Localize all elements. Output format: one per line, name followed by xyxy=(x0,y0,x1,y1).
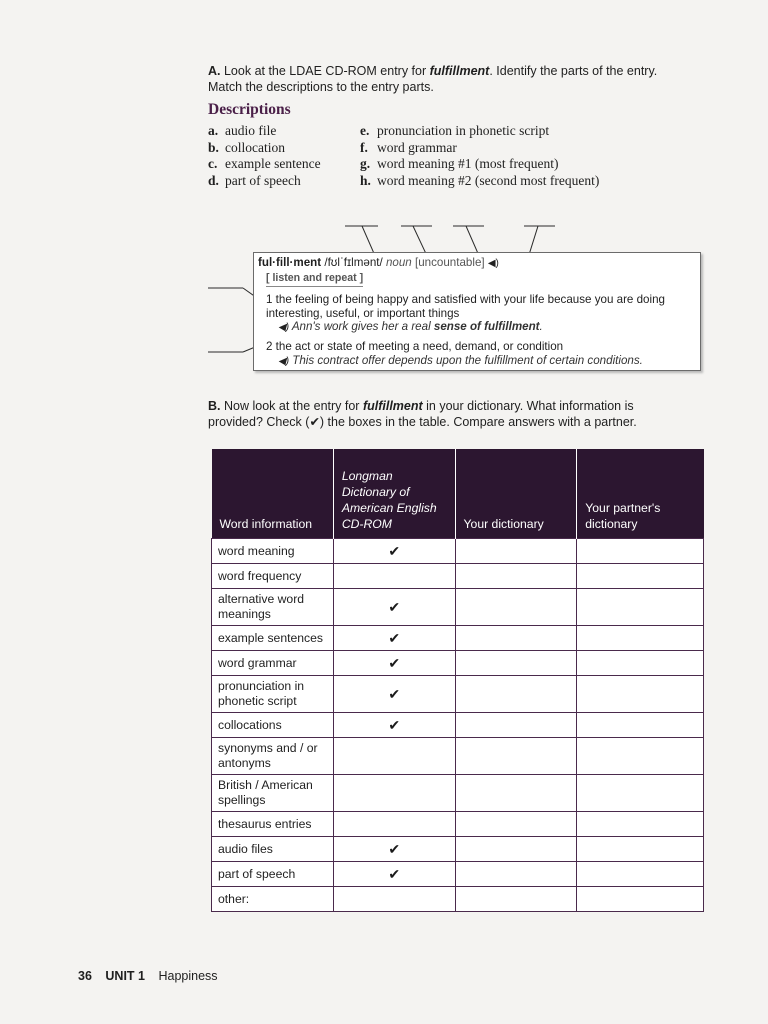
row-label: word grammar xyxy=(212,651,334,676)
your-dictionary-check-cell[interactable] xyxy=(455,539,577,564)
entry-part-of-speech: noun xyxy=(385,256,412,269)
speaker-icon[interactable]: ◀) xyxy=(278,322,290,333)
section-a-letter: A. xyxy=(208,64,221,78)
description-text: part of speech xyxy=(225,172,301,188)
ldae-check-cell[interactable] xyxy=(333,564,455,589)
row-label: alternative word meanings xyxy=(212,589,334,626)
description-item xyxy=(208,156,321,173)
ldae-check-cell[interactable]: ✔ xyxy=(333,539,455,564)
description-item xyxy=(208,123,321,140)
description-letter: h. xyxy=(360,172,371,188)
descriptions-left-column xyxy=(208,123,321,189)
ldae-check-cell[interactable] xyxy=(333,738,455,775)
entry-example-2 xyxy=(266,354,708,369)
description-text: word grammar xyxy=(377,139,457,155)
entry-pronunciation: /fʊlˈfɪlmənt/ xyxy=(324,256,383,269)
example-1-text: Ann's work gives her a real xyxy=(291,320,434,333)
entry-headline xyxy=(258,256,499,271)
table-row xyxy=(212,539,704,564)
section-b-instructions xyxy=(208,398,678,430)
description-item xyxy=(360,140,599,157)
your-dictionary-check-cell[interactable] xyxy=(455,713,577,738)
ldae-check-cell[interactable] xyxy=(333,775,455,812)
row-label: collocations xyxy=(212,713,334,738)
your-dictionary-check-cell[interactable] xyxy=(455,775,577,812)
section-a-text-1: Look at the LDAE CD-ROM entry for xyxy=(223,64,430,78)
ldae-check-cell[interactable]: ✔ xyxy=(333,626,455,651)
row-label: synonyms and / or antonyms xyxy=(212,738,334,775)
ldae-check-cell[interactable]: ✔ xyxy=(333,589,455,626)
ldae-check-cell[interactable]: ✔ xyxy=(333,651,455,676)
table-row xyxy=(212,887,704,912)
listen-and-repeat-link[interactable]: [ listen and repeat ] xyxy=(266,272,363,287)
page-footer xyxy=(78,969,218,983)
your-dictionary-check-cell[interactable] xyxy=(455,738,577,775)
row-label: other: xyxy=(212,887,334,912)
header-word-information: Word information xyxy=(212,449,334,539)
description-text: pronunciation in phonetic script xyxy=(377,123,550,138)
row-label: word meaning xyxy=(212,539,334,564)
row-label: audio files xyxy=(212,837,334,862)
table-row xyxy=(212,713,704,738)
your-dictionary-check-cell[interactable] xyxy=(455,564,577,589)
ldae-check-cell[interactable] xyxy=(333,812,455,837)
header-ldae: Longman Dictionary of American English CD-ROM xyxy=(333,449,455,539)
partner-dictionary-check-cell[interactable] xyxy=(577,812,704,837)
entry-grammar: [uncountable] xyxy=(415,256,485,269)
descriptions-right-column xyxy=(360,123,599,189)
row-label: example sentences xyxy=(212,626,334,651)
table-row xyxy=(212,775,704,812)
partner-dictionary-check-cell[interactable] xyxy=(577,738,704,775)
table-row xyxy=(212,676,704,713)
ldae-check-cell[interactable]: ✔ xyxy=(333,713,455,738)
entry-sense-2: 2 the act or state of meeting a need, demand, or condition xyxy=(266,340,564,353)
unit-label: UNIT 1 xyxy=(105,969,145,983)
description-text: example sentence xyxy=(225,156,321,171)
your-dictionary-check-cell[interactable] xyxy=(455,812,577,837)
example-1-collocation: sense of fulfillment xyxy=(433,320,540,333)
entry-sense-1: 1 the feeling of being happy and satisfied with your life because you are doing interesting, useful, or important things xyxy=(266,293,665,320)
partner-dictionary-check-cell[interactable] xyxy=(577,626,704,651)
partner-dictionary-check-cell[interactable] xyxy=(577,651,704,676)
table-row xyxy=(212,564,704,589)
ldae-check-cell[interactable]: ✔ xyxy=(333,862,455,887)
table-row xyxy=(212,626,704,651)
page-number: 36 xyxy=(78,969,92,983)
row-label: British / American spellings xyxy=(212,775,334,812)
speaker-icon[interactable]: ◀) xyxy=(487,258,499,269)
description-item xyxy=(360,156,599,173)
partner-dictionary-check-cell[interactable] xyxy=(577,775,704,812)
table-row xyxy=(212,651,704,676)
section-b-letter: B. xyxy=(208,399,221,413)
your-dictionary-check-cell[interactable] xyxy=(455,887,577,912)
table-row xyxy=(212,862,704,887)
description-item xyxy=(360,173,599,190)
description-item xyxy=(360,123,599,140)
partner-dictionary-check-cell[interactable] xyxy=(577,862,704,887)
table-header-row xyxy=(212,449,704,539)
word-information-table xyxy=(211,449,704,912)
section-b-keyword: fulfillment xyxy=(362,399,423,413)
table-row xyxy=(212,738,704,775)
description-text: word meaning #1 (most frequent) xyxy=(377,156,559,171)
entry-example-1 xyxy=(266,320,708,335)
section-a-keyword: fulfillment xyxy=(429,64,490,78)
dictionary-entry-box xyxy=(253,252,701,371)
description-text: word meaning #2 (second most frequent) xyxy=(377,172,600,188)
description-letter: e. xyxy=(360,123,370,138)
description-text: collocation xyxy=(225,139,285,155)
descriptions-title: Descriptions xyxy=(208,101,291,118)
partner-dictionary-check-cell[interactable] xyxy=(577,539,704,564)
table-row xyxy=(212,812,704,837)
partner-dictionary-check-cell[interactable] xyxy=(577,564,704,589)
partner-dictionary-check-cell[interactable] xyxy=(577,589,704,626)
your-dictionary-check-cell[interactable] xyxy=(455,651,577,676)
row-label: thesaurus entries xyxy=(212,812,334,837)
partner-dictionary-check-cell[interactable] xyxy=(577,713,704,738)
partner-dictionary-check-cell[interactable] xyxy=(577,887,704,912)
partner-dictionary-check-cell[interactable] xyxy=(577,837,704,862)
example-1-end: . xyxy=(539,320,543,333)
description-letter: d. xyxy=(208,172,219,188)
table-row xyxy=(212,589,704,626)
description-letter: a. xyxy=(208,123,219,138)
speaker-icon[interactable]: ◀) xyxy=(278,356,290,367)
ldae-check-cell[interactable]: ✔ xyxy=(333,837,455,862)
example-2-text: This contract offer depends upon the fulfillment of certain conditions. xyxy=(292,354,643,367)
ldae-check-cell[interactable] xyxy=(333,887,455,912)
row-label: word frequency xyxy=(212,564,334,589)
ldae-check-cell[interactable]: ✔ xyxy=(333,676,455,713)
description-letter: b. xyxy=(208,139,219,155)
header-partner-dictionary: Your partner's dictionary xyxy=(577,449,704,539)
your-dictionary-check-cell[interactable] xyxy=(455,626,577,651)
entry-headword: ful·fill·ment xyxy=(258,256,322,269)
unit-topic: Happiness xyxy=(158,969,218,983)
description-item xyxy=(208,140,321,157)
description-letter: c. xyxy=(208,156,218,171)
your-dictionary-check-cell[interactable] xyxy=(455,837,577,862)
section-b-text-1: Now look at the entry for xyxy=(223,399,363,413)
your-dictionary-check-cell[interactable] xyxy=(455,676,577,713)
table-row xyxy=(212,837,704,862)
your-dictionary-check-cell[interactable] xyxy=(455,589,577,626)
section-a-instructions xyxy=(208,63,678,95)
row-label: part of speech xyxy=(212,862,334,887)
row-label: pronunciation in phonetic script xyxy=(212,676,334,713)
description-letter: g. xyxy=(360,156,371,171)
section-a-text-2: . Identify the parts of the entry. Match the descriptions to the entry parts. xyxy=(208,64,658,94)
partner-dictionary-check-cell[interactable] xyxy=(577,676,704,713)
header-your-dictionary: Your dictionary xyxy=(455,449,577,539)
your-dictionary-check-cell[interactable] xyxy=(455,862,577,887)
description-text: audio file xyxy=(225,123,277,138)
description-letter: f. xyxy=(360,139,368,155)
section-b-text-2: in your dictionary. What information is provided? Check (✔) the boxes in the table. Compare answers with a partner. xyxy=(208,399,637,429)
description-item xyxy=(208,173,321,190)
